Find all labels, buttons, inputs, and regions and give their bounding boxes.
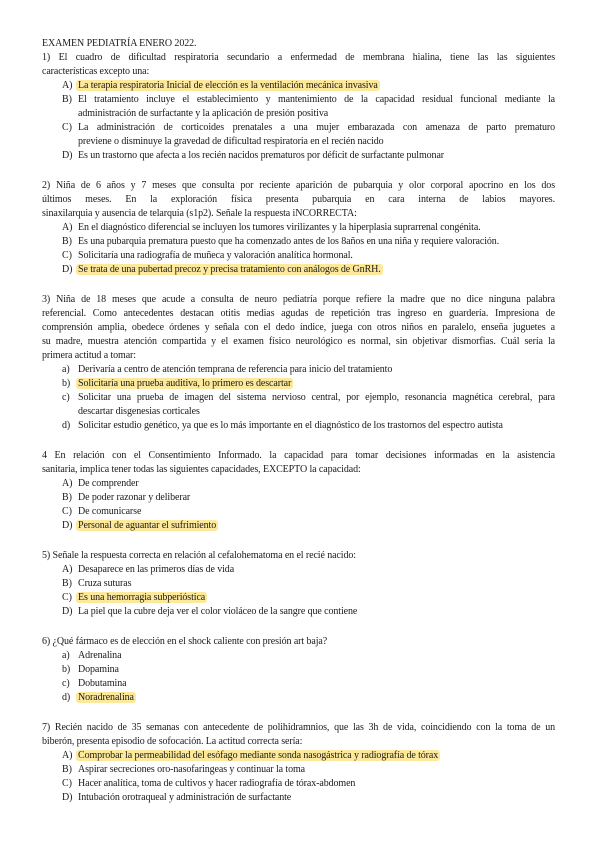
question-stem-line: comprensión amplia, obedece órdenes y señala con el dedo índice, juega con otros niños en paralelo, enseña juguetes a: [42, 322, 555, 333]
option-text-line: [78, 263, 555, 277]
question-list: [42, 51, 555, 805]
question-6: [42, 635, 555, 705]
option-text-line: Solicitaría una radiografía de muñeca y valoración analítica hormonal.: [78, 250, 353, 261]
option-letter: C): [62, 778, 72, 789]
option-letter: D): [62, 150, 73, 161]
answer-option: [42, 591, 555, 605]
answer-option: [42, 79, 555, 93]
option-text-line: La piel que la cubre deja ver el color violáceo de la sangre que contiene: [78, 606, 358, 617]
exam-title: EXAMEN PEDIATRÍA ENERO 2022.: [42, 38, 197, 49]
option-text-line: [78, 691, 555, 705]
highlighted-answer: Se trata de una pubertad precoz y precisa tratamiento con análogos de GnRH.: [78, 264, 381, 275]
highlighted-answer: Noradrenalina: [78, 692, 134, 703]
option-text-line: Desaparece en las primeros días de vida: [78, 564, 235, 575]
option-text-line: Es una pubarquia prematura puesto que ha comenzado antes de los 8años en una niña y requiere valoración.: [78, 236, 500, 247]
option-letter: A): [62, 750, 73, 761]
option-letter: B): [62, 492, 72, 503]
question-stem-line: 2) Niña de 6 años y 7 meses que consulta por reciente aparición de pubarquia y olor corporal apocrino en los dos: [42, 180, 555, 191]
exam-document: [42, 37, 555, 805]
option-text-line: Intubación orotraqueal y administración de surfactante: [78, 792, 292, 803]
option-text-line: De comunicarse: [78, 506, 142, 517]
highlighted-answer: Solicitaría una prueba auditiva, lo primero es descartar: [78, 378, 292, 389]
answer-option: [42, 563, 555, 577]
question-7: [42, 721, 555, 805]
answer-option: [42, 363, 555, 377]
question-stem-line: 3) Niña de 18 meses que acude a consulta de neuro pediatría porque refiere la madre que no dice ninguna palabra: [42, 294, 555, 305]
answer-option: [42, 605, 555, 619]
answer-option: [42, 121, 555, 149]
answer-option: [42, 763, 555, 777]
answer-option: [42, 777, 555, 791]
option-letter: A): [62, 80, 73, 91]
option-letter: a): [62, 650, 70, 661]
question-4: [42, 449, 555, 533]
option-text-line: En el diagnóstico diferencial se incluyen los tumores virilizantes y la hiperplasia suprarrenal congénita.: [78, 222, 481, 233]
option-text-line: previene o disminuye la gravedad de dificultad respiratoria en el recién nacido: [78, 136, 384, 147]
answer-option: [42, 149, 555, 163]
answer-option: [42, 663, 555, 677]
option-text-line: Dopamina: [78, 664, 119, 675]
option-letter: d): [62, 692, 71, 703]
option-letter: C): [62, 250, 72, 261]
option-letter: C): [62, 592, 72, 603]
option-text-line: [78, 749, 555, 763]
answer-option: [42, 249, 555, 263]
option-letter: B): [62, 236, 72, 247]
answer-option: [42, 419, 555, 433]
option-letter: D): [62, 606, 73, 617]
option-text-line: La administración de corticoides prenatales a una mujer embarazada con amenaza de parto prematuro: [78, 122, 555, 133]
option-text-line: [78, 519, 555, 533]
option-text-line: Cruza suturas: [78, 578, 132, 589]
option-letter: D): [62, 792, 73, 803]
highlighted-answer: Comprobar la permeabilidad del esófago mediante sonda nasogástrica y radiografía de tórax: [78, 750, 439, 761]
question-stem-line: últimos meses. En la exploración física presenta pubarquia en cara interna de labios mayores.: [42, 194, 555, 205]
answer-option: [42, 235, 555, 249]
highlighted-answer: Es una hemorragia subperióstica: [78, 592, 206, 603]
question-2: [42, 179, 555, 277]
option-text-line: Es un trastorno que afecta a los recién nacidos prematuros por déficit de surfactante pulmonar: [78, 150, 445, 161]
answer-option: [42, 221, 555, 235]
option-text-line: Adrenalina: [78, 650, 122, 661]
option-text-line: [78, 377, 555, 391]
option-letter: b): [62, 664, 71, 675]
option-letter: d): [62, 420, 71, 431]
question-stem-line: 7) Recién nacido de 35 semanas con antecedente de polihidramnios, que las 3h de vida, coincidiendo con la toma de un: [42, 722, 555, 733]
answer-option: [42, 391, 555, 419]
option-letter: A): [62, 478, 73, 489]
question-stem-line: 6) ¿Qué fármaco es de elección en el shock caliente con presión art baja?: [42, 636, 328, 647]
answer-option: [42, 505, 555, 519]
question-stem-line: sanitaria, implica tener todas las siguientes capacidades, EXCEPTO la capacidad:: [42, 464, 361, 475]
answer-option: [42, 93, 555, 121]
option-letter: c): [62, 678, 70, 689]
question-stem-line: su madre, muestra atención compartida y el examen físico neurológico es normal, sin objetivar dismorfias. Cuál sería la: [42, 336, 555, 347]
answer-option: [42, 791, 555, 805]
option-letter: A): [62, 564, 73, 575]
answer-option: [42, 377, 555, 391]
question-stem-line: 1) El cuadro de dificultad respiratoria secundario a enfermedad de membrana hialina, tiene las las siguientes: [42, 52, 555, 63]
option-letter: D): [62, 520, 73, 531]
question-1: [42, 51, 555, 163]
option-letter: B): [62, 94, 72, 105]
question-stem-line: biberón, presenta episodio de sofocación. La actitud correcta sería:: [42, 736, 303, 747]
option-text-line: Dobutamina: [78, 678, 127, 689]
option-text-line: Hacer analítica, toma de cultivos y hacer radiografía de tórax-abdomen: [78, 778, 356, 789]
option-letter: C): [62, 506, 72, 517]
option-letter: B): [62, 578, 72, 589]
option-text-line: [78, 79, 555, 93]
option-text-line: [78, 591, 555, 605]
highlighted-answer: La terapia respiratoria Inicial de elección es la ventilación mecánica invasiva: [78, 80, 378, 91]
answer-option: [42, 491, 555, 505]
option-letter: C): [62, 122, 72, 133]
question-stem-line: sinaxilarquia y ausencia de telarquia (s1p2). Señale la respuesta iNCORRECTA:: [42, 208, 357, 219]
option-letter: c): [62, 392, 70, 403]
answer-option: [42, 677, 555, 691]
highlighted-answer: Personal de aguantar el sufrimiento: [78, 520, 217, 531]
option-text-line: De comprender: [78, 478, 139, 489]
answer-option: [42, 749, 555, 763]
answer-option: [42, 519, 555, 533]
question-stem-line: referencial. Como antecedentes destacan otitis medias agudas de repetición tras ingreso en guardería. Impresiona de: [42, 308, 555, 319]
option-text-line: Derivaría a centro de atención temprana de referencia para inicio del tratamiento: [78, 364, 393, 375]
option-text-line: Solicitar estudio genético, ya que es lo más importante en el diagnóstico de los trastornos del espectro autista: [78, 420, 503, 431]
question-stem-line: 5) Señale la respuesta correcta en relación al cefalohematoma en el recié nacido:: [42, 550, 356, 561]
option-text-line: El tratamiento incluye el establecimiento y mantenimiento de la capacidad residual funcional mediante la: [78, 94, 555, 105]
option-text-line: Aspirar secreciones oro-nasofaringeas y continuar la toma: [78, 764, 305, 775]
answer-option: [42, 577, 555, 591]
option-text-line: De poder razonar y deliberar: [78, 492, 191, 503]
question-3: [42, 293, 555, 433]
option-text-line: administración de surfactante y la aplicación de presión positiva: [78, 108, 329, 119]
question-stem-line: características excepto una:: [42, 66, 150, 77]
answer-option: [42, 263, 555, 277]
option-letter: a): [62, 364, 70, 375]
question-stem-line: primera actitud a tomar:: [42, 350, 136, 361]
option-text-line: descartar disgenesias corticales: [78, 406, 200, 417]
option-letter: D): [62, 264, 73, 275]
answer-option: [42, 649, 555, 663]
question-5: [42, 549, 555, 619]
question-stem-line: 4 En relación con el Consentimiento Informado. la capacidad para tomar decisiones informadas en la asistencia: [42, 450, 555, 461]
option-letter: b): [62, 378, 71, 389]
option-letter: A): [62, 222, 73, 233]
answer-option: [42, 477, 555, 491]
answer-option: [42, 691, 555, 705]
option-letter: B): [62, 764, 72, 775]
option-text-line: Solicitar una prueba de imagen del sistema nervioso central, por ejemplo, resonancia magnética cerebral, para: [78, 392, 555, 403]
